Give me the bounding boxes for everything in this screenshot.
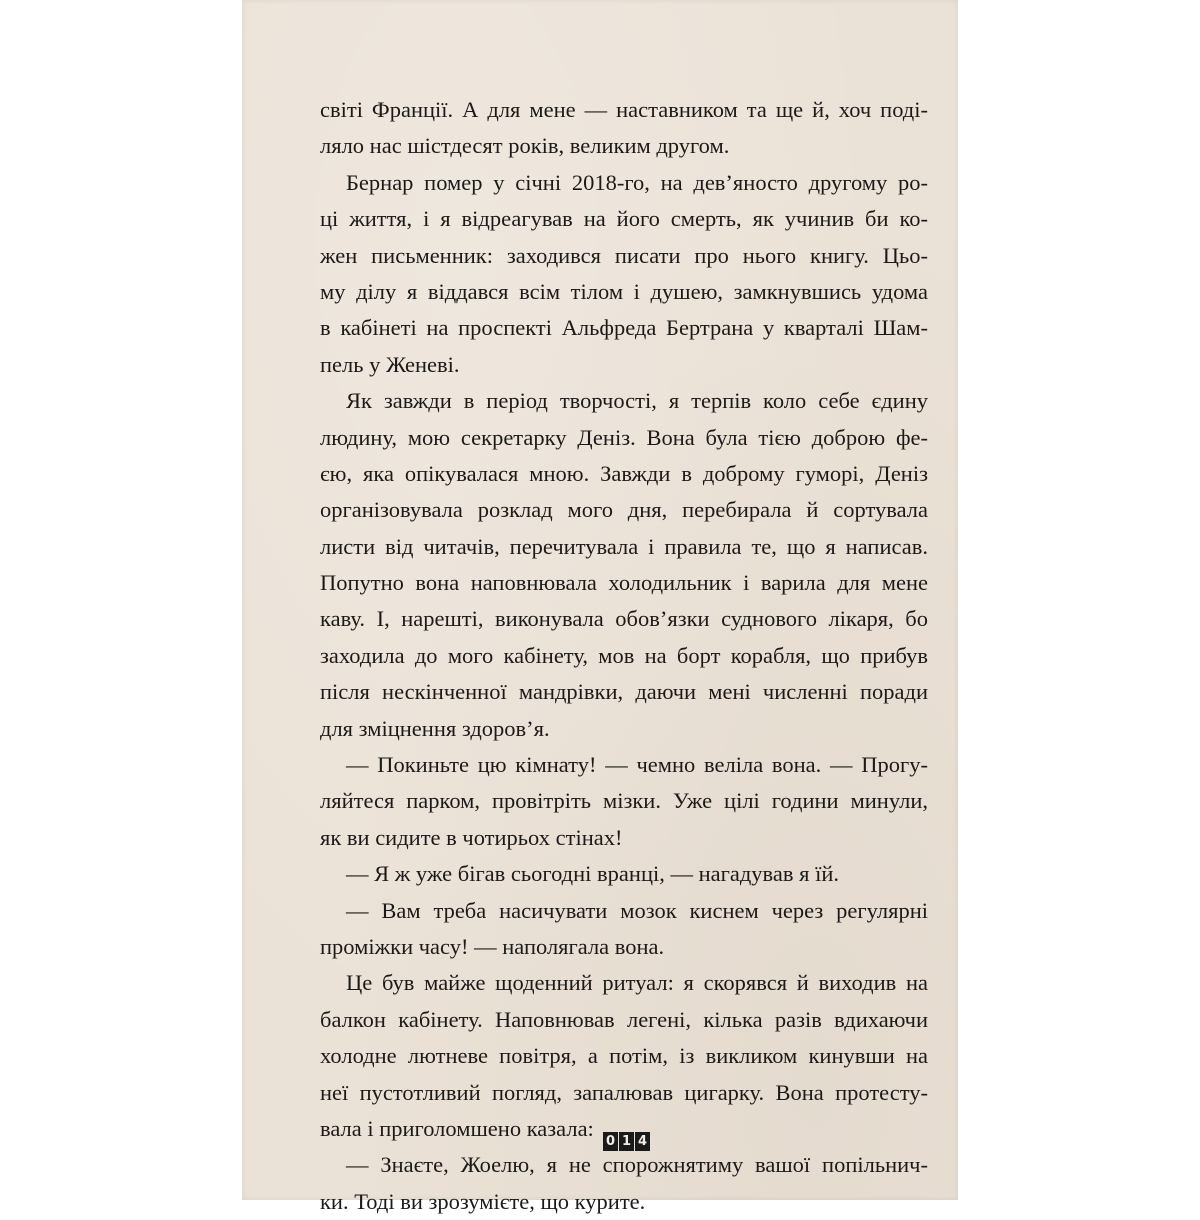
text-line: пель у Женеві. bbox=[320, 351, 460, 377]
text-line: як ви сидите в чотирьох стінах! bbox=[320, 824, 623, 850]
text-line: людину, мою секретарку Деніз. Вона була тією доброю фе- bbox=[320, 424, 928, 450]
page-number-digit: 4 bbox=[635, 1132, 650, 1151]
text-line: Попутно вона наповнювала холодильник і варила для мене bbox=[320, 570, 928, 596]
text-line: — Знаєте, Жоелю, я не спорожнятиму вашої попільнич- bbox=[346, 1152, 928, 1178]
page-number-digit: 1 bbox=[619, 1132, 634, 1151]
text-line: вала і приголомшено казала: bbox=[320, 1115, 594, 1141]
text-line: му ділу я віддався всім тілом і душею, замкнувшись удома bbox=[320, 278, 928, 304]
text-line: заходила до мого кабінету, мов на борт корабля, що прибув bbox=[320, 642, 928, 668]
text-line: після нескінченної мандрівки, даючи мені численні поради bbox=[320, 679, 928, 705]
text-line: ляло нас шістдесят років, великим другом. bbox=[320, 133, 730, 159]
text-line: — Я ж уже бігав сьогодні вранці, — нагадував я їй. bbox=[346, 861, 840, 887]
text-line: єю, яка опікувалася мною. Завжди в доброму гуморі, Деніз bbox=[320, 460, 928, 486]
text-line: Це був майже щоденний ритуал: я скорявся й виходив на bbox=[346, 970, 928, 996]
book-page bbox=[242, 0, 958, 1214]
text-line: холодне лютневе повітря, а потім, із викликом кинувши на bbox=[320, 1043, 928, 1069]
text-line: неї пустотливий погляд, запалював цигарку. Вона протесту- bbox=[320, 1079, 928, 1105]
text-line: каву. І, нарешті, виконувала обов’язки суднового лікаря, бо bbox=[320, 606, 928, 632]
page-number bbox=[603, 1132, 650, 1151]
text-line: світі Франції. А для мене — наставником та ще й, хоч поді- bbox=[320, 97, 928, 122]
text-line: жен письменник: заходився писати про нього книгу. Цьо- bbox=[320, 242, 928, 268]
text-line: листи від читачів, перечитувала і правила те, що я написав. bbox=[320, 533, 928, 559]
text-line: балкон кабінету. Наповнював легені, кілька разів вдихаючи bbox=[320, 1006, 928, 1032]
text-line: проміжки часу! — наполягала вона. bbox=[320, 933, 665, 959]
page-text bbox=[320, 92, 928, 1220]
page-number-digit: 0 bbox=[603, 1132, 618, 1151]
text-line: ки. Тоді ви зрозумієте, що курите. bbox=[320, 1188, 646, 1214]
text-line: для зміцнення здоров’я. bbox=[320, 715, 550, 741]
text-line: ляйтеся парком, провітріть мізки. Уже цілі години минули, bbox=[320, 788, 928, 814]
text-line: Бернар помер у січні 2018-го, на дев’яносто другому ро- bbox=[346, 169, 928, 195]
text-line: Як завжди в період творчості, я терпів коло себе єдину bbox=[346, 388, 928, 414]
text-line: організовувала розклад мого дня, перебирала й сортувала bbox=[320, 497, 928, 523]
text-line: — Покиньте цю кімнату! — чемно веліла вона. — Прогу- bbox=[346, 752, 928, 778]
text-line: — Вам треба насичувати мозок киснем через регулярні bbox=[346, 897, 928, 923]
text-line: ці життя, і я відреагував на його смерть, як учинив би ко- bbox=[320, 206, 928, 232]
text-line: в кабінеті на проспекті Альфреда Бертрана у кварталі Шам- bbox=[320, 315, 928, 341]
